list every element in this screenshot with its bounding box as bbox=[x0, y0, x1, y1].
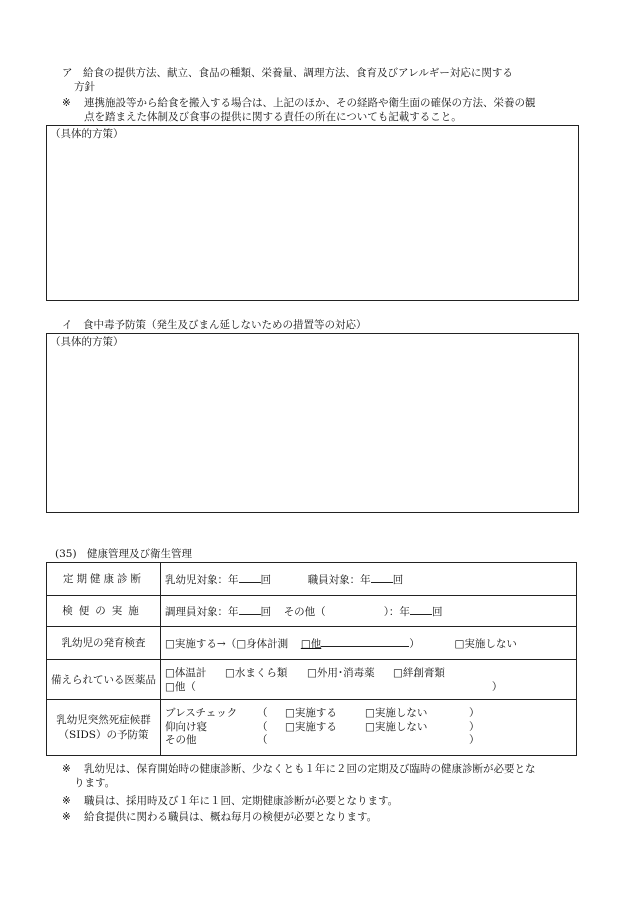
breath-check-do-checkbox[interactable]: □実施する bbox=[285, 707, 337, 720]
footnote-food-staff-line1: 給食提供に関わる職員は、概ね毎月の検便が必要となります。 bbox=[84, 811, 378, 823]
sids-line-breath-check bbox=[165, 707, 572, 721]
sids-line-supine bbox=[165, 721, 572, 735]
footnote-infant bbox=[62, 762, 590, 790]
footnote-staff-line1: 職員は、採用時及び１年に１回、定期健康診断が必要となります。 bbox=[84, 795, 399, 807]
section-a-heading bbox=[62, 66, 590, 94]
section-a-answer-box[interactable] bbox=[46, 125, 579, 301]
sids-other-label: その他 bbox=[165, 734, 197, 747]
supine-not-checkbox[interactable]: □実施しない bbox=[365, 720, 428, 733]
infant-checkup-label: 乳幼児対象：年 bbox=[165, 573, 239, 586]
paren-close: ） bbox=[469, 734, 480, 747]
cook-stool-count-field[interactable] bbox=[239, 604, 261, 615]
sids-head bbox=[47, 700, 161, 756]
infant-checkup-count-field[interactable] bbox=[239, 572, 261, 583]
section-a-heading-line2: 方針 bbox=[74, 81, 95, 93]
footnote-infant-line2: ります。 bbox=[74, 777, 116, 789]
section-a-box-label: （具体的方策） bbox=[50, 128, 124, 140]
sids-head-line1: 乳幼児突然死症候群 bbox=[56, 713, 151, 726]
development-other-field[interactable] bbox=[321, 636, 409, 647]
section-a-heading-line1: ア 給食の提供方法、献立、食品の種類、栄養量、調理方法、食育及びアレルギー対応に関する bbox=[62, 67, 513, 79]
medicine-head: 備えられている医薬品 bbox=[47, 660, 161, 700]
disinfectant-checkbox[interactable]: □外用･消毒薬 bbox=[307, 666, 375, 679]
paren-open: （ bbox=[257, 734, 268, 747]
development-close: ） bbox=[409, 637, 420, 650]
paren-open: （ bbox=[257, 707, 268, 720]
table-row-sids bbox=[47, 700, 577, 756]
sids-head-line2: （SIDS）の予防策 bbox=[58, 728, 149, 741]
note-mark: ※ bbox=[62, 763, 71, 775]
staff-checkup-count-field[interactable] bbox=[371, 572, 393, 583]
checkup-cell bbox=[161, 563, 577, 596]
development-other-checkbox[interactable] bbox=[301, 638, 409, 650]
bandage-checkbox[interactable]: □絆創膏類 bbox=[393, 666, 445, 679]
footnote-food-staff bbox=[62, 810, 590, 824]
ice-pillow-checkbox[interactable]: □水まくら類 bbox=[225, 666, 288, 679]
section-i-box-label: （具体的方策） bbox=[50, 336, 124, 348]
note-mark: ※ bbox=[62, 811, 71, 823]
section-a-note bbox=[62, 96, 590, 124]
table-row-checkup bbox=[47, 563, 577, 596]
other-stool-count-field[interactable] bbox=[410, 604, 432, 615]
section-a-note-line1: 連携施設等から給食を搬入する場合は、上記のほか、その経路や衛生面の確保の方法、栄養の観 bbox=[84, 97, 536, 109]
times-unit: 回 bbox=[431, 605, 443, 618]
stool-head: 検便の実施 bbox=[47, 596, 161, 627]
table-row-stool bbox=[47, 596, 577, 627]
footnote-infant-line1: 乳幼児は、保育開始時の健康診断、少なくとも１年に２回の定期及び臨時の健康診断が必要とな bbox=[84, 763, 536, 775]
note-mark: ※ bbox=[62, 97, 71, 109]
development-do-checkbox[interactable]: □実施する→（□身体計測 bbox=[165, 637, 289, 650]
table-row-development bbox=[47, 627, 577, 660]
footnote-staff bbox=[62, 794, 590, 808]
section-i-heading: イ 食中毒予防策（発生及びまん延しないための措置等の対応） bbox=[62, 319, 367, 331]
table-row-medicine bbox=[47, 660, 577, 700]
breath-check-label: ブレスチェック bbox=[165, 707, 238, 720]
health-management-table bbox=[46, 562, 577, 756]
paren-open: （ bbox=[257, 720, 268, 733]
section-i-answer-box[interactable] bbox=[46, 333, 579, 513]
development-head: 乳幼児の発育検査 bbox=[47, 627, 161, 660]
staff-checkup-label: 職員対象：年 bbox=[307, 573, 371, 586]
other-stool-close: ）：年 bbox=[383, 605, 410, 618]
development-other-label: □他 bbox=[300, 637, 322, 650]
breath-check-not-checkbox[interactable]: □実施しない bbox=[365, 707, 428, 720]
supine-do-checkbox[interactable]: □実施する bbox=[285, 720, 337, 733]
development-cell bbox=[161, 627, 577, 660]
medicine-other-checkbox[interactable]: □他（ bbox=[165, 680, 196, 693]
medicine-cell bbox=[161, 660, 577, 700]
paren-close: ） bbox=[469, 707, 480, 720]
thermometer-checkbox[interactable]: □体温計 bbox=[165, 666, 207, 679]
sids-line-other bbox=[165, 734, 572, 748]
cook-stool-label: 調理員対象：年 bbox=[165, 605, 239, 618]
note-mark: ※ bbox=[62, 795, 71, 807]
paren-close: ） bbox=[469, 720, 480, 733]
times-unit: 回 bbox=[260, 573, 271, 586]
sids-cell bbox=[161, 700, 577, 756]
section-35-title: (35) 健康管理及び衛生管理 bbox=[55, 548, 193, 560]
supine-label: 仰向け寝 bbox=[165, 720, 207, 733]
checkup-head: 定期健康診断 bbox=[47, 563, 161, 596]
stool-cell bbox=[161, 596, 577, 627]
medicine-other-close: ） bbox=[491, 680, 503, 693]
section-a-note-line2: 点を踏まえた体制及び食事の提供に関する責任の所在についても記載すること。 bbox=[84, 111, 462, 123]
times-unit: 回 bbox=[392, 573, 404, 586]
times-unit: 回 bbox=[260, 605, 271, 618]
other-stool-label: その他（ bbox=[283, 605, 326, 618]
development-not-checkbox[interactable]: □実施しない bbox=[454, 637, 517, 650]
